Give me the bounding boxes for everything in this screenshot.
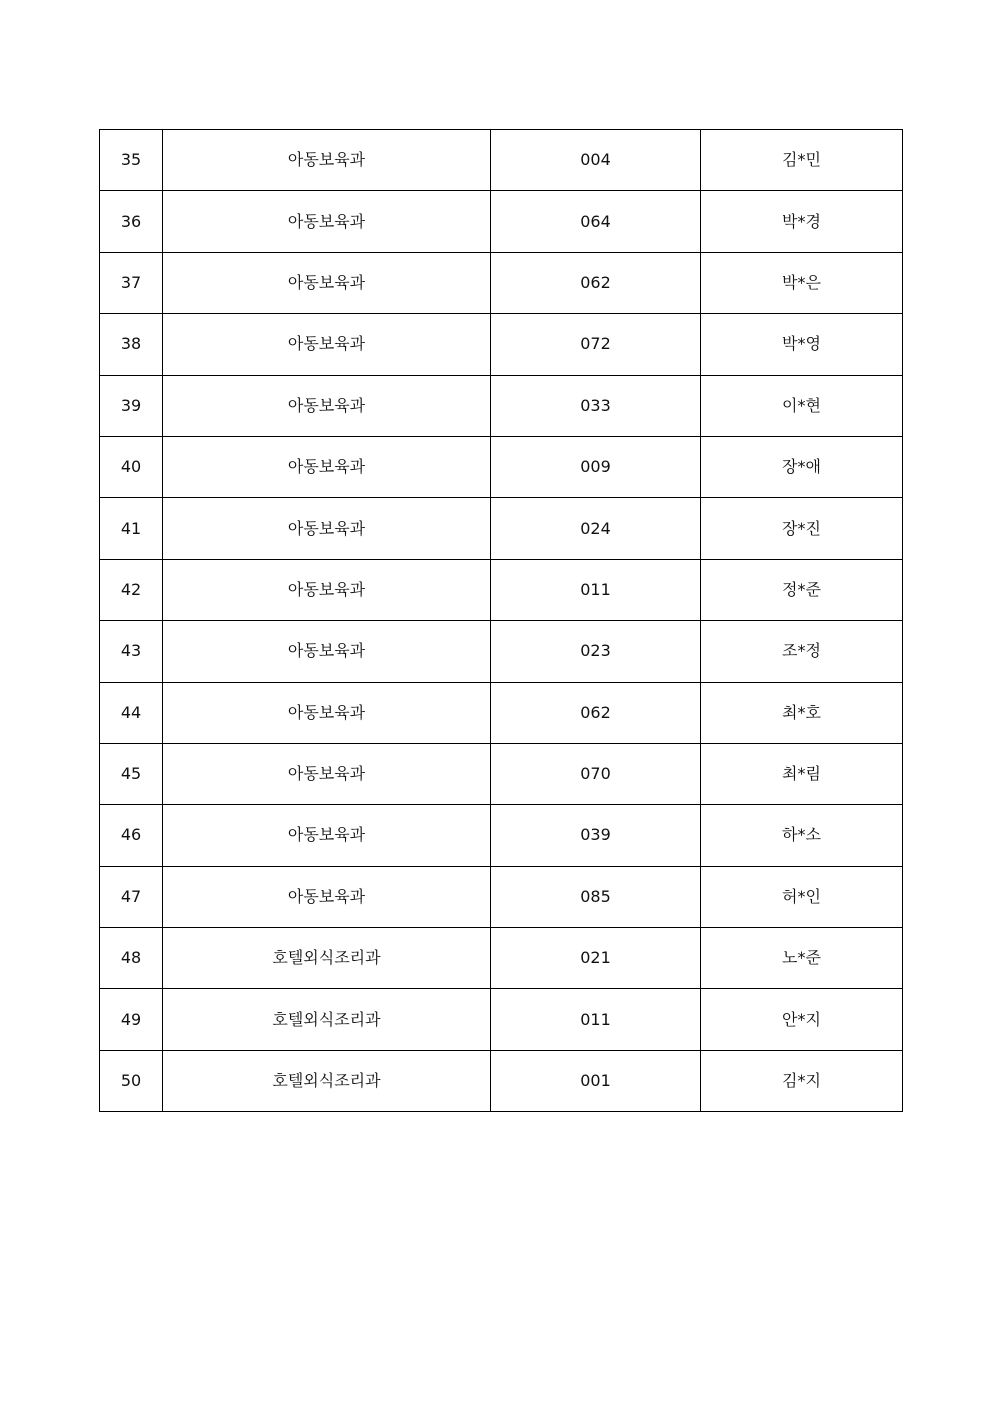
table-row — [100, 805, 903, 866]
code-cell: 024 — [491, 498, 701, 559]
department-cell: 아동보육과 — [163, 805, 491, 866]
row-number-cell: 37 — [100, 252, 163, 313]
code-cell: 011 — [491, 559, 701, 620]
department-cell: 호텔외식조리과 — [163, 928, 491, 989]
code-cell: 011 — [491, 989, 701, 1050]
name-cell: 하*소 — [701, 805, 903, 866]
code-cell: 023 — [491, 621, 701, 682]
row-number-cell: 49 — [100, 989, 163, 1050]
name-cell: 박*은 — [701, 252, 903, 313]
name-cell: 안*지 — [701, 989, 903, 1050]
row-number-cell: 47 — [100, 866, 163, 927]
name-cell: 이*현 — [701, 375, 903, 436]
table-row — [100, 928, 903, 989]
table-row — [100, 866, 903, 927]
row-number-cell: 46 — [100, 805, 163, 866]
row-number-cell: 43 — [100, 621, 163, 682]
table-row — [100, 621, 903, 682]
name-cell: 최*호 — [701, 682, 903, 743]
department-cell: 아동보육과 — [163, 314, 491, 375]
row-number-cell: 44 — [100, 682, 163, 743]
name-cell: 장*애 — [701, 436, 903, 497]
row-number-cell: 38 — [100, 314, 163, 375]
table-row — [100, 436, 903, 497]
code-cell: 033 — [491, 375, 701, 436]
table-row — [100, 375, 903, 436]
row-number-cell: 39 — [100, 375, 163, 436]
department-cell: 아동보육과 — [163, 436, 491, 497]
name-cell: 장*진 — [701, 498, 903, 559]
code-cell: 004 — [491, 130, 701, 191]
code-cell: 021 — [491, 928, 701, 989]
code-cell: 072 — [491, 314, 701, 375]
name-cell: 김*지 — [701, 1050, 903, 1111]
row-number-cell: 48 — [100, 928, 163, 989]
table-row — [100, 252, 903, 313]
table-row — [100, 559, 903, 620]
department-cell: 호텔외식조리과 — [163, 1050, 491, 1111]
table-row — [100, 191, 903, 252]
name-cell: 박*경 — [701, 191, 903, 252]
row-number-cell: 42 — [100, 559, 163, 620]
department-cell: 호텔외식조리과 — [163, 989, 491, 1050]
table-row — [100, 682, 903, 743]
table-row — [100, 1050, 903, 1111]
name-cell: 허*인 — [701, 866, 903, 927]
name-cell: 정*준 — [701, 559, 903, 620]
code-cell: 070 — [491, 743, 701, 804]
name-cell: 김*민 — [701, 130, 903, 191]
code-cell: 064 — [491, 191, 701, 252]
row-number-cell: 41 — [100, 498, 163, 559]
department-cell: 아동보육과 — [163, 130, 491, 191]
roster-table — [99, 129, 903, 1112]
row-number-cell: 36 — [100, 191, 163, 252]
department-cell: 아동보육과 — [163, 252, 491, 313]
table-row — [100, 743, 903, 804]
department-cell: 아동보육과 — [163, 743, 491, 804]
department-cell: 아동보육과 — [163, 866, 491, 927]
department-cell: 아동보육과 — [163, 191, 491, 252]
table-row — [100, 314, 903, 375]
name-cell: 노*준 — [701, 928, 903, 989]
department-cell: 아동보육과 — [163, 682, 491, 743]
table-row — [100, 989, 903, 1050]
department-cell: 아동보육과 — [163, 621, 491, 682]
code-cell: 085 — [491, 866, 701, 927]
table-row — [100, 130, 903, 191]
row-number-cell: 45 — [100, 743, 163, 804]
roster-table-body — [100, 130, 903, 1112]
name-cell: 조*정 — [701, 621, 903, 682]
row-number-cell: 35 — [100, 130, 163, 191]
table-row — [100, 498, 903, 559]
code-cell: 001 — [491, 1050, 701, 1111]
department-cell: 아동보육과 — [163, 498, 491, 559]
row-number-cell: 50 — [100, 1050, 163, 1111]
department-cell: 아동보육과 — [163, 375, 491, 436]
name-cell: 최*림 — [701, 743, 903, 804]
code-cell: 009 — [491, 436, 701, 497]
code-cell: 062 — [491, 252, 701, 313]
name-cell: 박*영 — [701, 314, 903, 375]
department-cell: 아동보육과 — [163, 559, 491, 620]
code-cell: 062 — [491, 682, 701, 743]
code-cell: 039 — [491, 805, 701, 866]
row-number-cell: 40 — [100, 436, 163, 497]
